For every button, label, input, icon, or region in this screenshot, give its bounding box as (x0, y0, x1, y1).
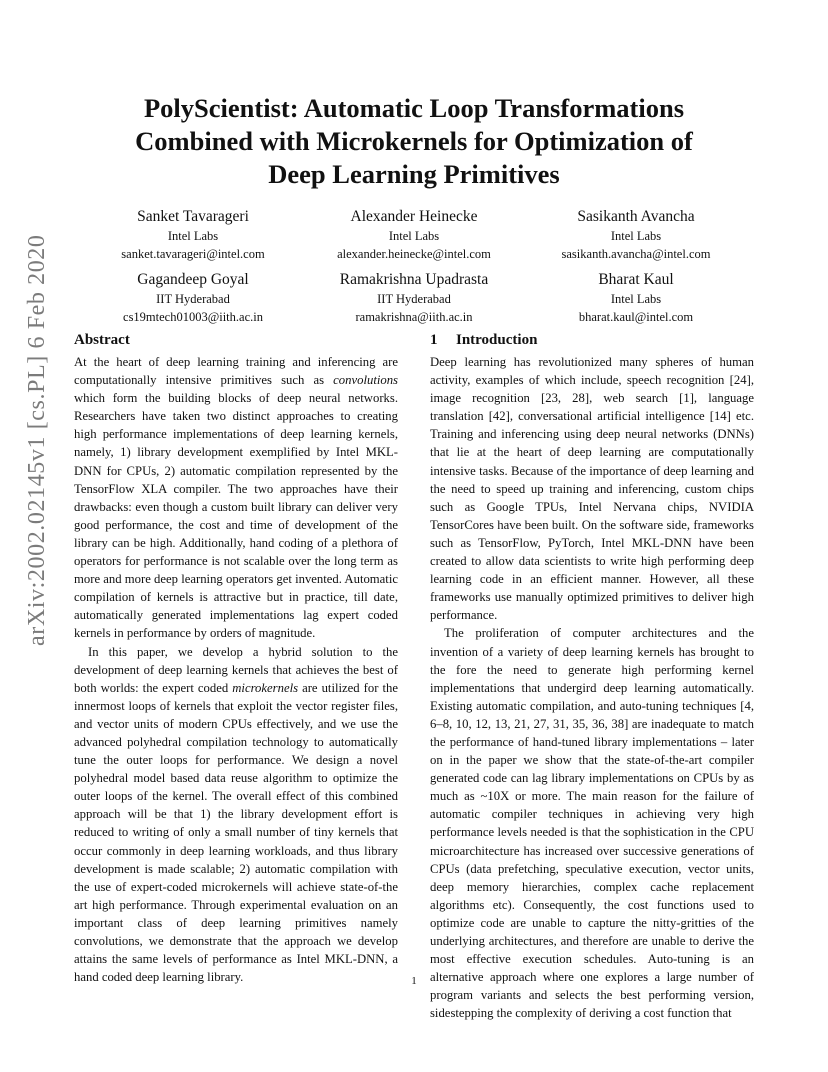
page-number: 1 (411, 975, 417, 987)
abstract-text: At the heart of deep learning training and inferencing are computationally intensive primitives such as (74, 355, 398, 388)
abstract-paragraph (74, 353, 398, 643)
abstract-paragraph (74, 643, 398, 987)
author-block (68, 208, 318, 263)
abstract-column (74, 330, 398, 986)
author-affiliation: Intel Labs (610, 229, 662, 243)
arxiv-identifier-stamp (22, 234, 52, 646)
author-affiliation: IIT Hyderabad (377, 292, 451, 306)
paper-title (90, 92, 738, 191)
author-name: Sanket Tavarageri (137, 208, 249, 225)
author-email: alexander.heinecke@intel.com (337, 247, 491, 261)
author-block (289, 271, 539, 326)
author-name: Gagandeep Goyal (137, 271, 249, 288)
author-email: ramakrishna@iith.ac.in (355, 310, 473, 324)
author-affiliation: Intel Labs (167, 229, 219, 243)
author-email: bharat.kaul@intel.com (578, 310, 694, 324)
author-affiliation: Intel Labs (610, 292, 662, 306)
author-email: sanket.tavarageri@intel.com (121, 247, 265, 261)
abstract-heading: Abstract (74, 332, 130, 348)
author-block (289, 208, 539, 263)
author-name: Alexander Heinecke (350, 208, 478, 225)
author-name: Ramakrishna Upadrasta (339, 271, 489, 288)
introduction-paragraph: The proliferation of computer architectures and the invention of a variety of deep learning kernels has brought to the fore the need to generate high performing kernel implementations that undergird deep learning automatically. Existing automatic compilation, and auto-tuning techniques [4, 6–8, 10, 12, 13, 21, 27, 31, 35, 36, 38] are inadequate to match the performance of hand-tuned library implementations – later on in the paper we show that the state-of-the-art compiler generated code can lag library implementations on CPUs by as much as ~10X or more. The main reason for the failure of automatic compiler techniques in achieving very high performance levels needed is that the sophistication in the CPU microarchitecture has increased over successive generations of CPUs (data prefetching, speculative execution, vector units, deep memory hierarchies, complex cache replacement algorithms etc). Consequently, the cost functions used to optimize code are unable to capture the nitty-gritties of the underlying architectures, and therefore are unable to derive the most effective execution schedules. Auto-tuning is an alternative approach where one explores a large number of program variants and selects the best performing version, sidestepping the complexity of deriving a cost function that (430, 626, 754, 1021)
title-line: Combined with Microkernels for Optimization of (135, 126, 693, 156)
author-name: Bharat Kaul (598, 271, 674, 288)
author-name: Sasikanth Avancha (577, 208, 695, 225)
abstract-text: which form the building blocks of deep neural networks. Researchers have taken two distinct approaches to creating high performance implementations of deep learning kernels, namely, 1) library development exemplified by Intel MKL-DNN for CPUs, 2) automatic compilation represented by the TensorFlow XLA compiler. The two approaches have their drawbacks: even though a custom built library can deliver very good performance, the cost and time of development of the library can be high. Additionally, hand coding of a plethora of operators for performance is not scalable over the long term as more and more deep learning operators get invented. Automatic compilation of kernels is attractive but in practice, till date, automatically generated implementations lag expert coded kernels in performance by orders of magnitude. (74, 391, 398, 641)
arxiv-identifier-text: arXiv:2002.02145v1 [cs.PL] 6 Feb 2020 (24, 234, 50, 646)
author-affiliation: IIT Hyderabad (156, 292, 230, 306)
author-block (511, 208, 761, 263)
introduction-paragraph: Deep learning has revolutionized many spheres of human activity, examples of which include, speech recognition [24], image recognition [23, 28], web search [1], language translation [42], conversational artificial intelligence [14] etc. Training and inferencing using deep neural networks (DNNs) that lie at the heart of deep learning are computationally intensive tasks. Because of the importance of deep learning and the need to speed up training and inferencing, custom chips such as Google TPUs, Intel Nervana chips, NVIDIA TensorCores have been built. On the software side, frameworks such as TensorFlow, PyTorch, Intel MKL-DNN have been created to allow data scientists to write high performing deep learning code in an efficient manner. However, all these frameworks use manually optimized primitives to deliver high performance. (430, 355, 754, 623)
author-block (511, 271, 761, 326)
abstract-emphasis: convolutions (333, 373, 398, 388)
section-title: Introduction (456, 332, 538, 348)
abstract-text: are utilized for the innermost loops of kernels that exploit the vector register files, and vector units of modern CPUs effectively, and we use the advanced polyhedral compilation technology to automatically tune the outer loops for performance. We design a novel polyhedral model based data reuse algorithm to optimize the outer loops of the kernel. The overall effect of this combined approach will be that 1) the library development effort is reduced to writing of only a small number of tiny kernels that occur commonly in deep learning workloads, and thus library development is made scalable; 2) automatic compilation with the use of expert-coded microkernels will achieve state-of-the art high performance. Through experimental evaluation on an important class of deep learning primitives namely convolutions, we demonstrate that the approach we develop attains the same levels of performance as Intel MKL-DNN, a hand coded deep learning library. (74, 680, 398, 985)
author-affiliation: Intel Labs (388, 229, 440, 243)
section-number: 1 (430, 332, 438, 348)
author-email: sasikanth.avancha@intel.com (561, 247, 711, 261)
introduction-heading (430, 330, 754, 350)
title-line: Deep Learning Primitives (268, 159, 560, 189)
author-block (68, 271, 318, 326)
abstract-text: In this paper, we develop a hybrid solution to the development of deep learning kernels that achieves the best of both worlds: the expert coded (74, 644, 398, 695)
introduction-column (430, 330, 754, 1022)
title-line: PolyScientist: Automatic Loop Transformations (143, 93, 685, 123)
abstract-emphasis: microkernels (232, 680, 299, 695)
author-email: cs19mtech01003@iith.ac.in (123, 310, 263, 324)
